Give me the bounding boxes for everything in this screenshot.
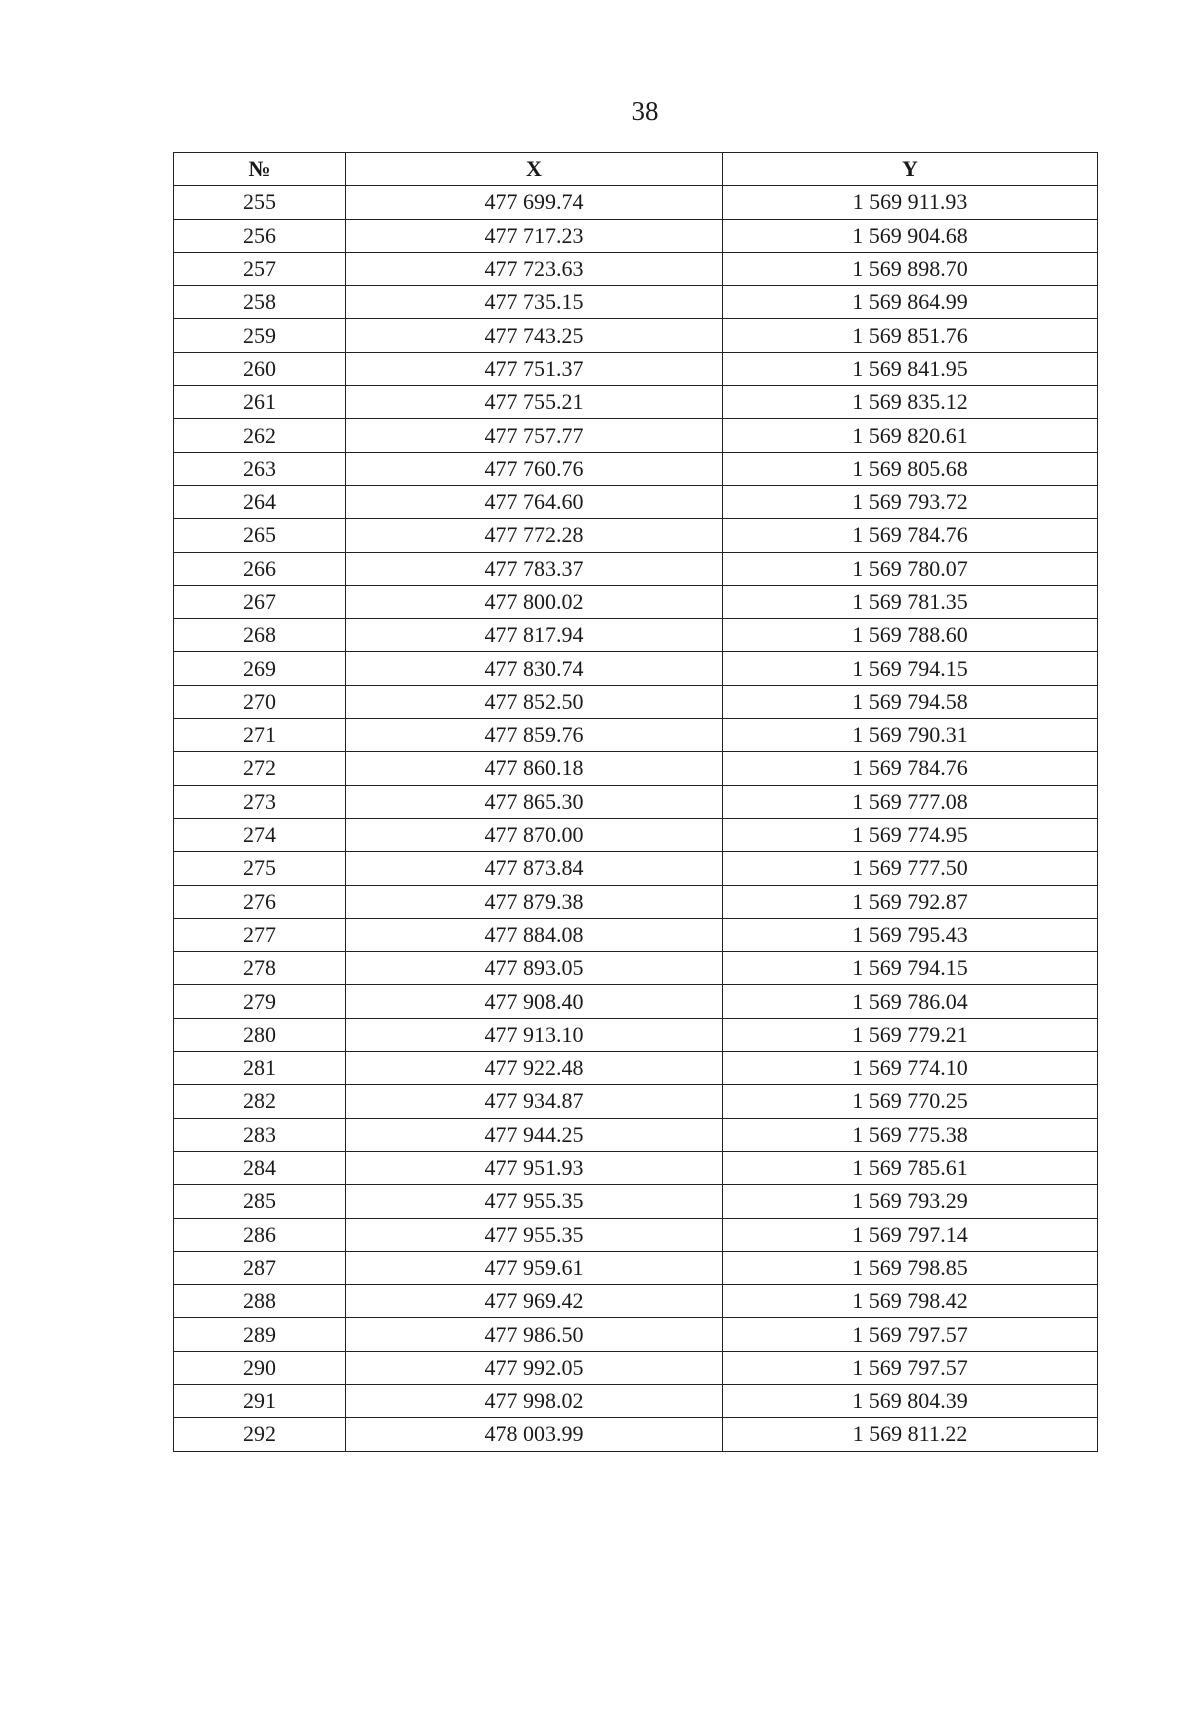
- table-row: [174, 1285, 1098, 1318]
- cell-x: 477 944.25: [346, 1118, 723, 1151]
- cell-number: 291: [174, 1384, 346, 1417]
- table-row: [174, 386, 1098, 419]
- cell-x: 478 003.99: [346, 1418, 723, 1451]
- cell-y: 1 569 774.10: [723, 1052, 1098, 1085]
- table-row: [174, 485, 1098, 518]
- cell-y: 1 569 911.93: [723, 186, 1098, 219]
- cell-x: 477 922.48: [346, 1052, 723, 1085]
- cell-number: 286: [174, 1218, 346, 1251]
- cell-y: 1 569 775.38: [723, 1118, 1098, 1151]
- cell-number: 283: [174, 1118, 346, 1151]
- table-row: [174, 1118, 1098, 1151]
- cell-y: 1 569 797.14: [723, 1218, 1098, 1251]
- cell-x: 477 884.08: [346, 918, 723, 951]
- cell-x: 477 859.76: [346, 719, 723, 752]
- cell-x: 477 743.25: [346, 319, 723, 352]
- cell-y: 1 569 779.21: [723, 1018, 1098, 1051]
- cell-y: 1 569 784.76: [723, 752, 1098, 785]
- cell-x: 477 751.37: [346, 352, 723, 385]
- cell-x: 477 873.84: [346, 852, 723, 885]
- cell-x: 477 955.35: [346, 1218, 723, 1251]
- cell-x: 477 951.93: [346, 1151, 723, 1184]
- cell-number: 292: [174, 1418, 346, 1451]
- cell-x: 477 783.37: [346, 552, 723, 585]
- cell-x: 477 913.10: [346, 1018, 723, 1051]
- cell-number: 267: [174, 585, 346, 618]
- cell-x: 477 755.21: [346, 386, 723, 419]
- cell-number: 273: [174, 785, 346, 818]
- table-row: [174, 1085, 1098, 1118]
- cell-x: 477 908.40: [346, 985, 723, 1018]
- cell-x: 477 764.60: [346, 485, 723, 518]
- table-row: [174, 1052, 1098, 1085]
- table-row: [174, 1418, 1098, 1451]
- column-header-number: №: [174, 153, 346, 186]
- cell-number: 256: [174, 219, 346, 252]
- cell-y: 1 569 790.31: [723, 719, 1098, 752]
- table-row: [174, 585, 1098, 618]
- cell-number: 277: [174, 918, 346, 951]
- table-row: [174, 985, 1098, 1018]
- table-row: [174, 552, 1098, 585]
- cell-x: 477 955.35: [346, 1185, 723, 1218]
- cell-x: 477 717.23: [346, 219, 723, 252]
- cell-x: 477 699.74: [346, 186, 723, 219]
- cell-number: 270: [174, 685, 346, 718]
- cell-y: 1 569 798.42: [723, 1285, 1098, 1318]
- cell-number: 259: [174, 319, 346, 352]
- cell-y: 1 569 781.35: [723, 585, 1098, 618]
- cell-number: 290: [174, 1351, 346, 1384]
- cell-y: 1 569 774.95: [723, 818, 1098, 851]
- coordinates-table: [173, 152, 1098, 1452]
- cell-number: 289: [174, 1318, 346, 1351]
- cell-y: 1 569 864.99: [723, 286, 1098, 319]
- table-row: [174, 519, 1098, 552]
- cell-number: 279: [174, 985, 346, 1018]
- cell-x: 477 760.76: [346, 452, 723, 485]
- cell-number: 266: [174, 552, 346, 585]
- table-row: [174, 1318, 1098, 1351]
- cell-x: 477 998.02: [346, 1384, 723, 1417]
- cell-x: 477 735.15: [346, 286, 723, 319]
- cell-y: 1 569 777.50: [723, 852, 1098, 885]
- cell-y: 1 569 784.76: [723, 519, 1098, 552]
- cell-x: 477 757.77: [346, 419, 723, 452]
- table-row: [174, 852, 1098, 885]
- cell-y: 1 569 797.57: [723, 1318, 1098, 1351]
- table-row: [174, 1384, 1098, 1417]
- cell-number: 285: [174, 1185, 346, 1218]
- table-row: [174, 1351, 1098, 1384]
- cell-x: 477 893.05: [346, 952, 723, 985]
- cell-y: 1 569 898.70: [723, 252, 1098, 285]
- table-row: [174, 352, 1098, 385]
- cell-number: 274: [174, 818, 346, 851]
- cell-x: 477 992.05: [346, 1351, 723, 1384]
- cell-x: 477 870.00: [346, 818, 723, 851]
- cell-y: 1 569 804.39: [723, 1384, 1098, 1417]
- cell-number: 269: [174, 652, 346, 685]
- cell-y: 1 569 797.57: [723, 1351, 1098, 1384]
- cell-number: 263: [174, 452, 346, 485]
- page-number: 38: [631, 96, 659, 126]
- cell-number: 280: [174, 1018, 346, 1051]
- cell-number: 276: [174, 885, 346, 918]
- cell-y: 1 569 835.12: [723, 386, 1098, 419]
- cell-y: 1 569 770.25: [723, 1085, 1098, 1118]
- table-row: [174, 752, 1098, 785]
- cell-number: 262: [174, 419, 346, 452]
- cell-y: 1 569 793.29: [723, 1185, 1098, 1218]
- table-header-row: [174, 153, 1098, 186]
- cell-x: 477 817.94: [346, 619, 723, 652]
- cell-number: 275: [174, 852, 346, 885]
- cell-x: 477 772.28: [346, 519, 723, 552]
- cell-y: 1 569 792.87: [723, 885, 1098, 918]
- cell-x: 477 865.30: [346, 785, 723, 818]
- cell-y: 1 569 795.43: [723, 918, 1098, 951]
- table-row: [174, 619, 1098, 652]
- table-row: [174, 1185, 1098, 1218]
- cell-number: 265: [174, 519, 346, 552]
- cell-y: 1 569 794.58: [723, 685, 1098, 718]
- table-row: [174, 952, 1098, 985]
- cell-y: 1 569 841.95: [723, 352, 1098, 385]
- table-row: [174, 219, 1098, 252]
- cell-number: 278: [174, 952, 346, 985]
- cell-y: 1 569 798.85: [723, 1251, 1098, 1284]
- table-row: [174, 719, 1098, 752]
- cell-x: 477 800.02: [346, 585, 723, 618]
- table-row: [174, 885, 1098, 918]
- table-row: [174, 252, 1098, 285]
- table-row: [174, 1218, 1098, 1251]
- cell-x: 477 860.18: [346, 752, 723, 785]
- cell-number: 255: [174, 186, 346, 219]
- cell-x: 477 959.61: [346, 1251, 723, 1284]
- cell-number: 257: [174, 252, 346, 285]
- table-row: [174, 319, 1098, 352]
- cell-number: 288: [174, 1285, 346, 1318]
- cell-y: 1 569 904.68: [723, 219, 1098, 252]
- cell-y: 1 569 820.61: [723, 419, 1098, 452]
- cell-x: 477 986.50: [346, 1318, 723, 1351]
- table-row: [174, 785, 1098, 818]
- table-row: [174, 286, 1098, 319]
- cell-y: 1 569 794.15: [723, 652, 1098, 685]
- cell-number: 271: [174, 719, 346, 752]
- table-row: [174, 918, 1098, 951]
- cell-number: 260: [174, 352, 346, 385]
- cell-x: 477 723.63: [346, 252, 723, 285]
- cell-y: 1 569 794.15: [723, 952, 1098, 985]
- cell-y: 1 569 786.04: [723, 985, 1098, 1018]
- cell-number: 282: [174, 1085, 346, 1118]
- table-row: [174, 1251, 1098, 1284]
- cell-number: 284: [174, 1151, 346, 1184]
- cell-x: 477 852.50: [346, 685, 723, 718]
- cell-y: 1 569 780.07: [723, 552, 1098, 585]
- cell-y: 1 569 777.08: [723, 785, 1098, 818]
- table-row: [174, 818, 1098, 851]
- column-header-x: X: [346, 153, 723, 186]
- cell-x: 477 934.87: [346, 1085, 723, 1118]
- cell-number: 258: [174, 286, 346, 319]
- cell-y: 1 569 811.22: [723, 1418, 1098, 1451]
- cell-number: 264: [174, 485, 346, 518]
- cell-x: 477 830.74: [346, 652, 723, 685]
- cell-y: 1 569 805.68: [723, 452, 1098, 485]
- cell-number: 281: [174, 1052, 346, 1085]
- table-row: [174, 1151, 1098, 1184]
- table-body: [174, 186, 1098, 1451]
- cell-x: 477 969.42: [346, 1285, 723, 1318]
- column-header-y: Y: [723, 153, 1098, 186]
- table-row: [174, 1018, 1098, 1051]
- table-row: [174, 652, 1098, 685]
- table-row: [174, 419, 1098, 452]
- cell-y: 1 569 851.76: [723, 319, 1098, 352]
- cell-number: 287: [174, 1251, 346, 1284]
- cell-number: 261: [174, 386, 346, 419]
- cell-number: 268: [174, 619, 346, 652]
- cell-number: 272: [174, 752, 346, 785]
- cell-y: 1 569 793.72: [723, 485, 1098, 518]
- cell-y: 1 569 788.60: [723, 619, 1098, 652]
- table-row: [174, 685, 1098, 718]
- table-row: [174, 186, 1098, 219]
- cell-y: 1 569 785.61: [723, 1151, 1098, 1184]
- table-row: [174, 452, 1098, 485]
- cell-x: 477 879.38: [346, 885, 723, 918]
